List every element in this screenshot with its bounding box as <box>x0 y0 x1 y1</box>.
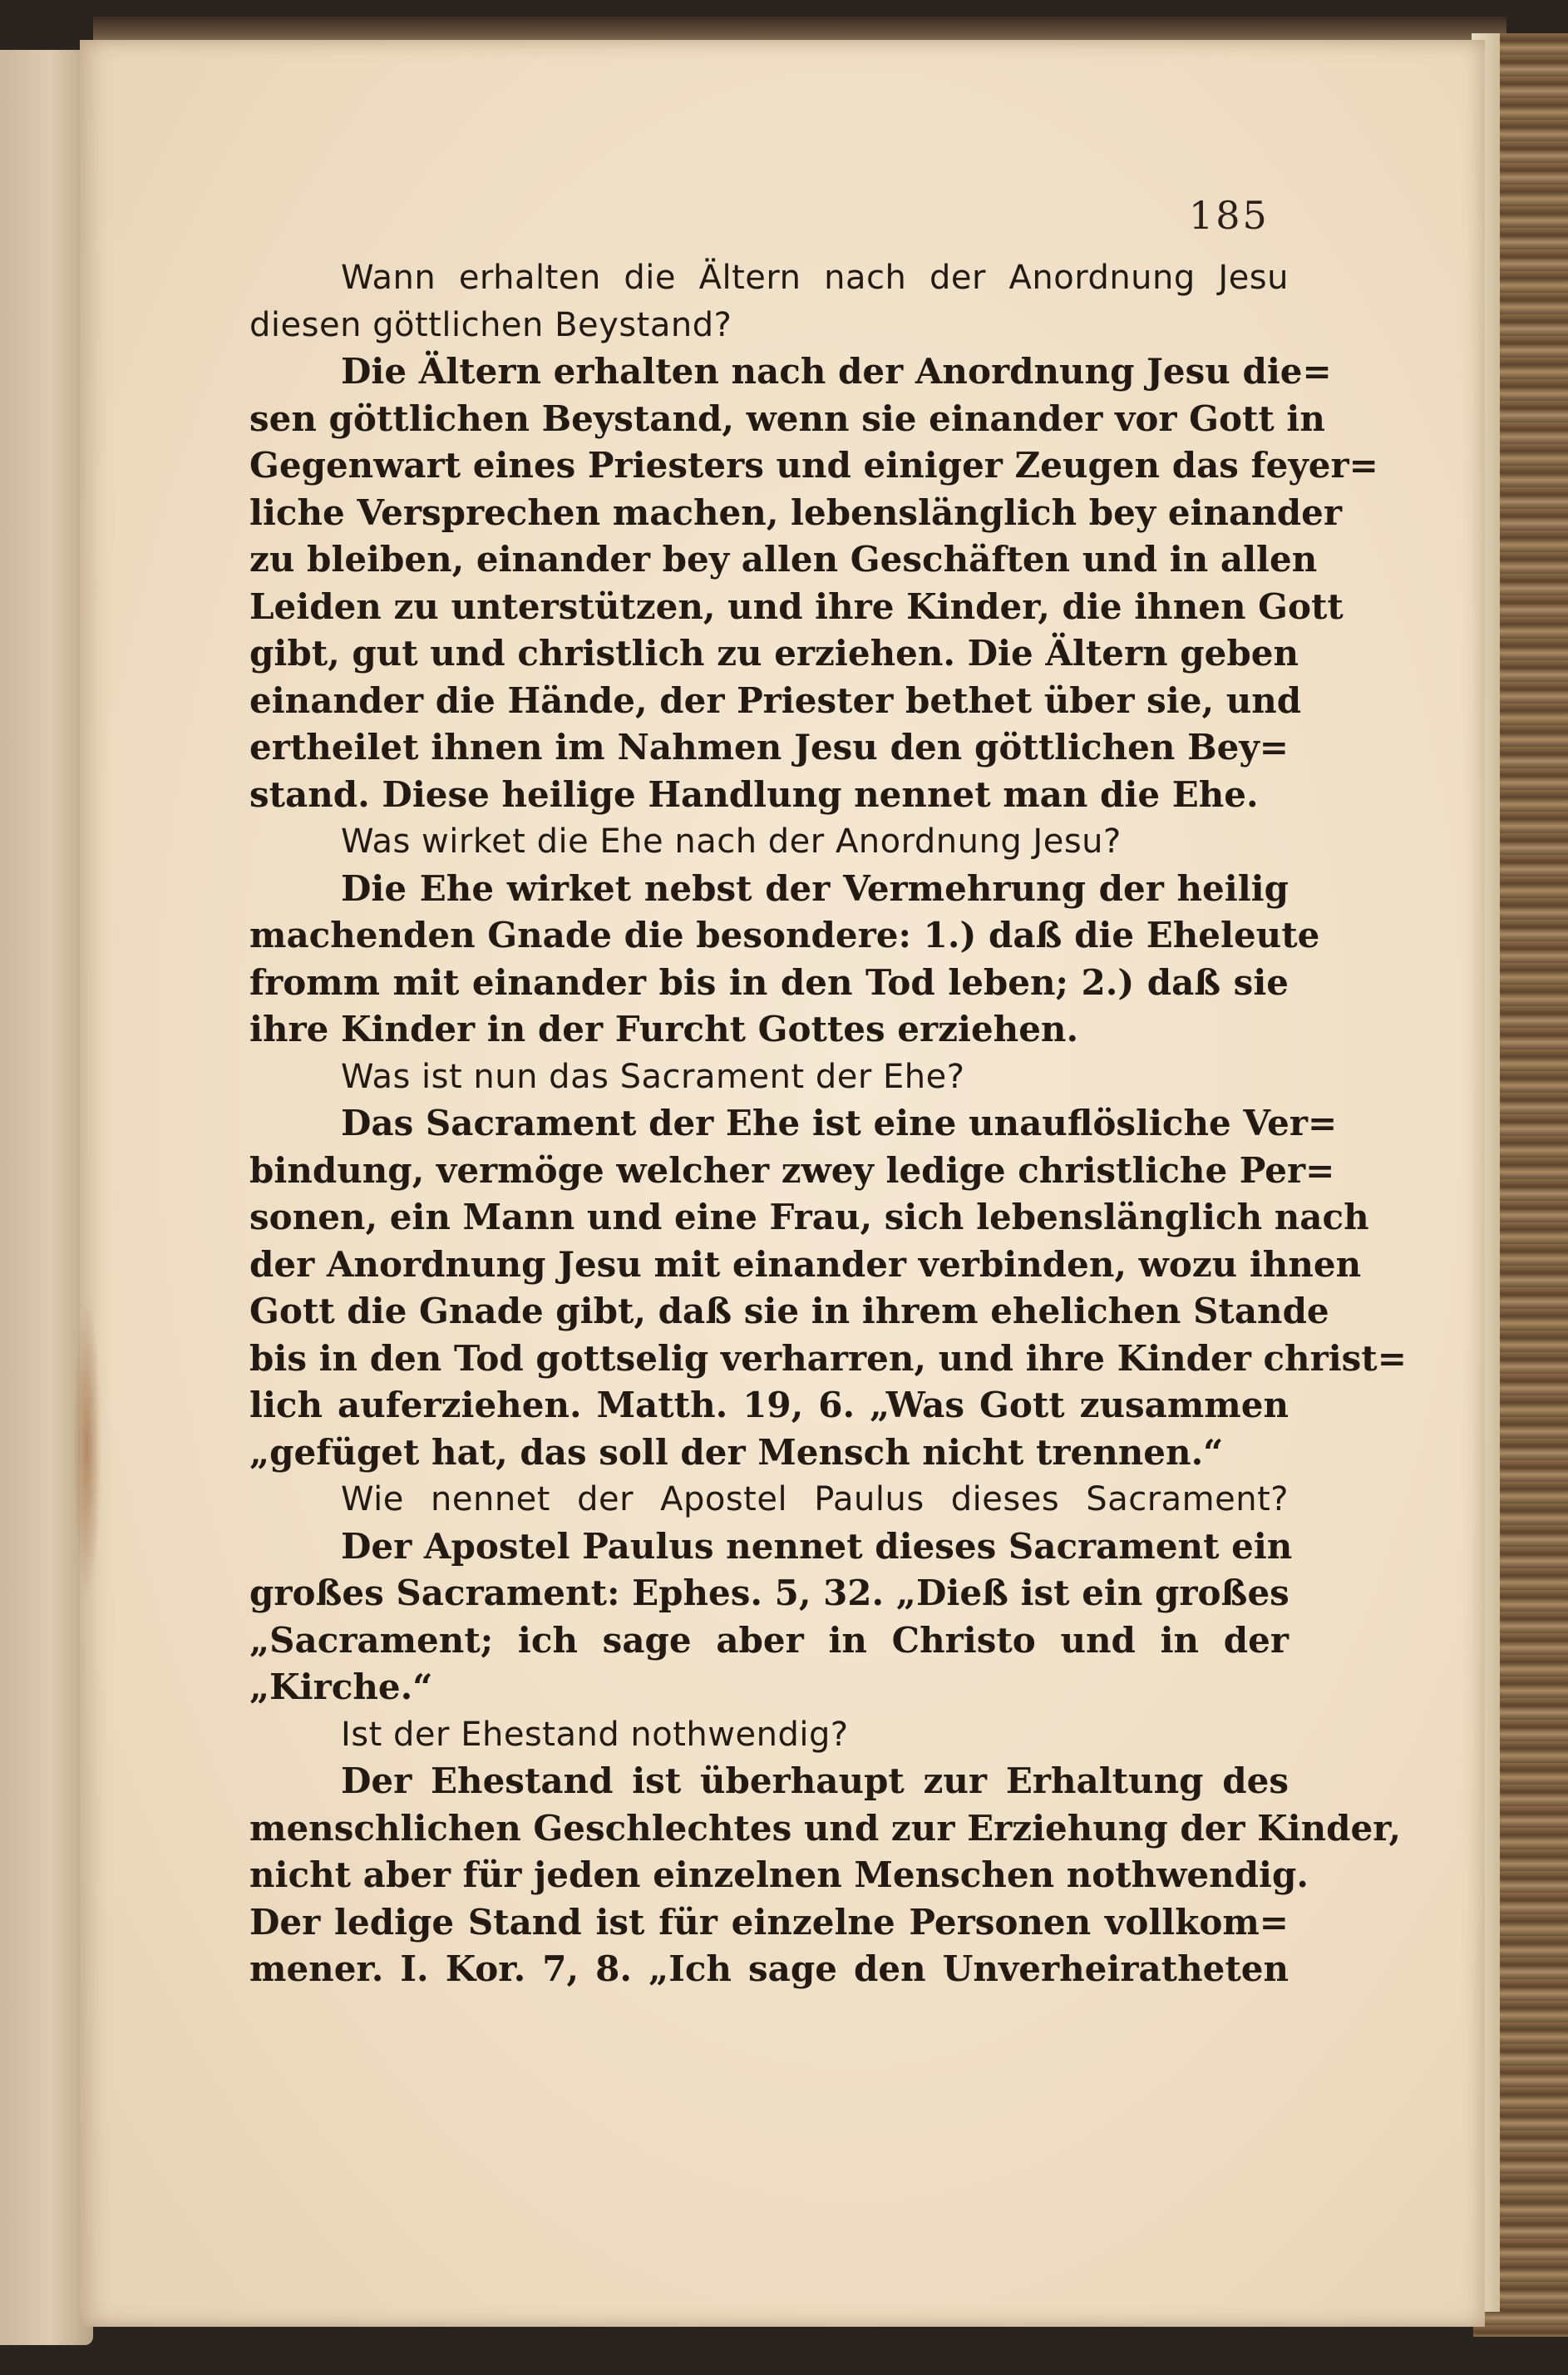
text-line: sen göttlichen Beystand, wenn sie einander vor Gott in <box>249 397 1325 439</box>
text-line: fromm mit einander bis in den Tod leben; 2.) daß sie <box>249 961 1289 1003</box>
text-line: Der Apostel Paulus nennet dieses Sacrament ein <box>341 1525 1293 1567</box>
question-line: Wann erhalten die Ältern nach der Anordnung Jesu <box>341 259 1289 297</box>
question-line: Wie nennet der Apostel Paulus dieses Sacrament? <box>341 1480 1289 1518</box>
text-line: der Anordnung Jesu mit einander verbinden, wozu ihnen <box>249 1243 1362 1285</box>
text-line: mener. I. Kor. 7, 8. „Ich sage den Unverheiratheten <box>249 1948 1289 1989</box>
text-line: machenden Gnade die besondere: 1.) daß die Eheleute <box>249 915 1320 955</box>
text-line: „Kirche.“ <box>249 1666 433 1707</box>
text-line: bindung, vermöge welcher zwey ledige christliche Per= <box>249 1149 1335 1191</box>
text-line: stand. Diese heilige Handlung nennet man die Ehe. <box>249 773 1259 815</box>
page-number: 185 <box>1189 193 1270 238</box>
text-line: zu bleiben, einander bey allen Geschäften und in allen <box>249 539 1318 580</box>
question-line: Ist der Ehestand nothwendig? <box>341 1715 849 1754</box>
text-line: Das Sacrament der Ehe ist eine unauflösliche Ver= <box>341 1103 1338 1143</box>
text-line: ihre Kinder in der Furcht Gottes erziehen. <box>249 1009 1079 1049</box>
text-line: nicht aber für jeden einzelnen Menschen nothwendig. <box>249 1854 1309 1895</box>
text-line: lich auferziehen. Matth. 19, 6. „Was Gott zusammen <box>249 1385 1289 1425</box>
text-line: liche Versprechen machen, lebenslänglich bey einander <box>249 491 1343 533</box>
page-stain <box>73 1297 101 1597</box>
text-line: Leiden zu unterstützen, und ihre Kinder, die ihnen Gott <box>249 585 1344 627</box>
text-line: Die Ältern erhalten nach der Anordnung Jesu die= <box>341 351 1332 392</box>
text-line: „Sacrament; ich sage aber in Christo und in der <box>249 1619 1289 1661</box>
text-line: Der Ehestand ist überhaupt zur Erhaltung des <box>341 1760 1289 1801</box>
text-line: Gegenwart eines Priesters und einiger Zeugen das feyer= <box>249 445 1378 486</box>
text-line: Die Ehe wirket nebst der Vermehrung der heilig <box>341 867 1289 909</box>
text-line: gibt, gut und christlich zu erziehen. Die Ältern geben <box>249 633 1299 674</box>
question-line: Was ist nun das Sacrament der Ehe? <box>341 1057 965 1096</box>
text-line: „gefüget hat, das soll der Mensch nicht trennen.“ <box>249 1431 1224 1473</box>
text-line: Gott die Gnade gibt, daß sie in ihrem ehelichen Stande <box>249 1291 1329 1331</box>
text-line: menschlichen Geschlechtes und zur Erziehung der Kinder, <box>249 1807 1401 1849</box>
text-line: ertheilet ihnen im Nahmen Jesu den göttlichen Bey= <box>249 727 1289 768</box>
text-line: großes Sacrament: Ephes. 5, 32. „Dieß ist ein großes <box>249 1573 1289 1613</box>
text-line: sonen, ein Mann und eine Frau, sich lebenslänglich nach <box>249 1197 1369 1237</box>
text-line: bis in den Tod gottselig verharren, und ihre Kinder christ= <box>249 1337 1407 1379</box>
text-line: einander die Hände, der Priester bethet über sie, und <box>249 679 1302 721</box>
text-line: Der ledige Stand ist für einzelne Personen vollkom= <box>249 1901 1289 1943</box>
question-line: diesen göttlichen Beystand? <box>249 305 732 344</box>
question-line: Was wirket die Ehe nach der Anordnung Jesu? <box>341 822 1122 861</box>
page-text <box>249 254 1407 1993</box>
